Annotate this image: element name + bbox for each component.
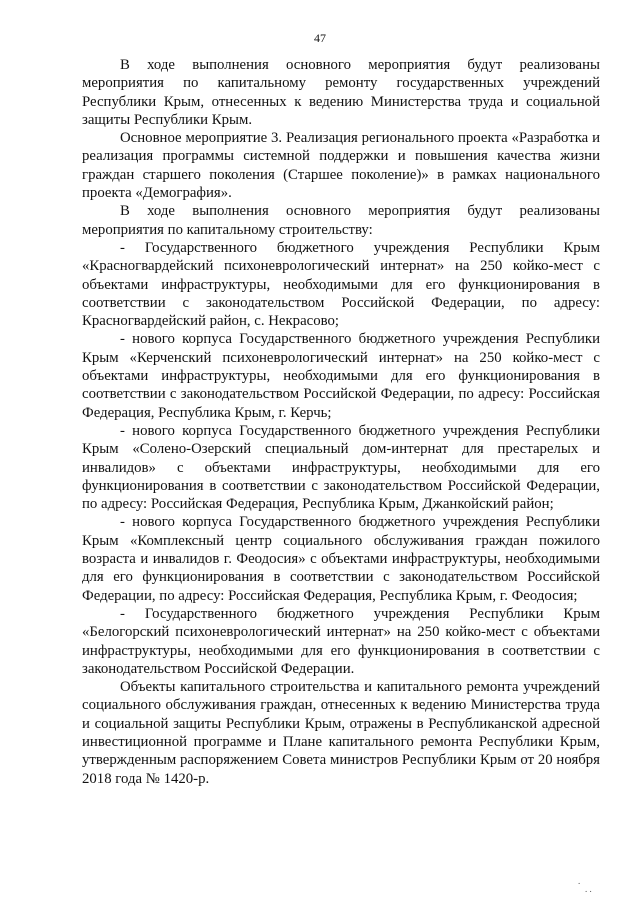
list-item-kerch: - нового корпуса Государственного бюджетного учреждения Республики Крым «Керченский психоневрологический интернат» на 250 койко-мест с объектами инфраструктуры, необходимыми для его функционирования в соответствии с законодательством Российской Федерации, по адресу: Российская Федерация, Республика Крым, г. Керчь; — [82, 331, 600, 421]
list-item-belogorsky: - Государственного бюджетного учреждения Республики Крым «Белогорский психоневрологический интернат» на 250 койко-мест с объектами инфраструктуры, необходимыми для его функционирования в соответствии с законодательством Российской Федерации. — [82, 605, 600, 677]
paragraph-objects-summary: Объекты капитального строительства и капитального ремонта учреждений социального обслуживания граждан, отнесенных к ведению Министерства труда и социальной защиты Республики Крым, отражены в Республиканской адресной инвестиционной программе и Плане капитального ремонта Республики Крым, утвержденным распоряжением Совета министров Республики Крым от 20 ноября 2018 года № 1420-р. — [82, 679, 600, 787]
list-item-krasnogvardeysky: - Государственного бюджетного учреждения Республики Крым «Красногвардейский психоневрологический интернат» на 250 койко-мест с объектами инфраструктуры, необходимыми для его функционирования в соответствии с законодательством Российской Федерации, по адресу: Красногвардейский район, с. Некрасово; — [82, 239, 600, 330]
scan-artifact: . — [578, 876, 581, 886]
scan-artifact: . . — [585, 884, 592, 894]
page-number: 47 — [314, 31, 326, 45]
document-body — [82, 56, 600, 788]
paragraph-main-activity-3: Основное мероприятие 3. Реализация регионального проекта «Разработка и реализация программы системной поддержки и повышения качества жизни граждан старшего поколения (Старшее поколение)» в рамках национального проекта «Демография». — [82, 130, 600, 202]
list-item-soleno-ozersky: - нового корпуса Государственного бюджетного учреждения Республики Крым «Солено-Озерский специальный дом-интернат для престарелых и инвалидов» с объектами инфраструктуры, необходимыми для его функционирования в соответствии с законодательством Российской Федерации, по адресу: Российская Федерация, Республика Крым, Джанкойский район; — [82, 422, 600, 513]
paragraph-capital-construction-intro: В ходе выполнения основного мероприятия будут реализованы мероприятия по капитальному строительству: — [82, 203, 600, 238]
list-item-feodosia: - нового корпуса Государственного бюджетного учреждения Республики Крым «Комплексный центр социального обслуживания граждан пожилого возраста и инвалидов г. Феодосия» с объектами инфраструктуры, необходимыми для его функционирования в соответствии с законодательством Российской Федерации, по адресу: Российская Федерация, Республика Крым, г. Феодосия; — [82, 514, 600, 604]
paragraph-capital-repair: В ходе выполнения основного мероприятия будут реализованы мероприятия по капитальному ремонту государственных учреждений Республики Крым, отнесенных к ведению Министерства труда и социальной защиты Республики Крым. — [82, 57, 600, 128]
